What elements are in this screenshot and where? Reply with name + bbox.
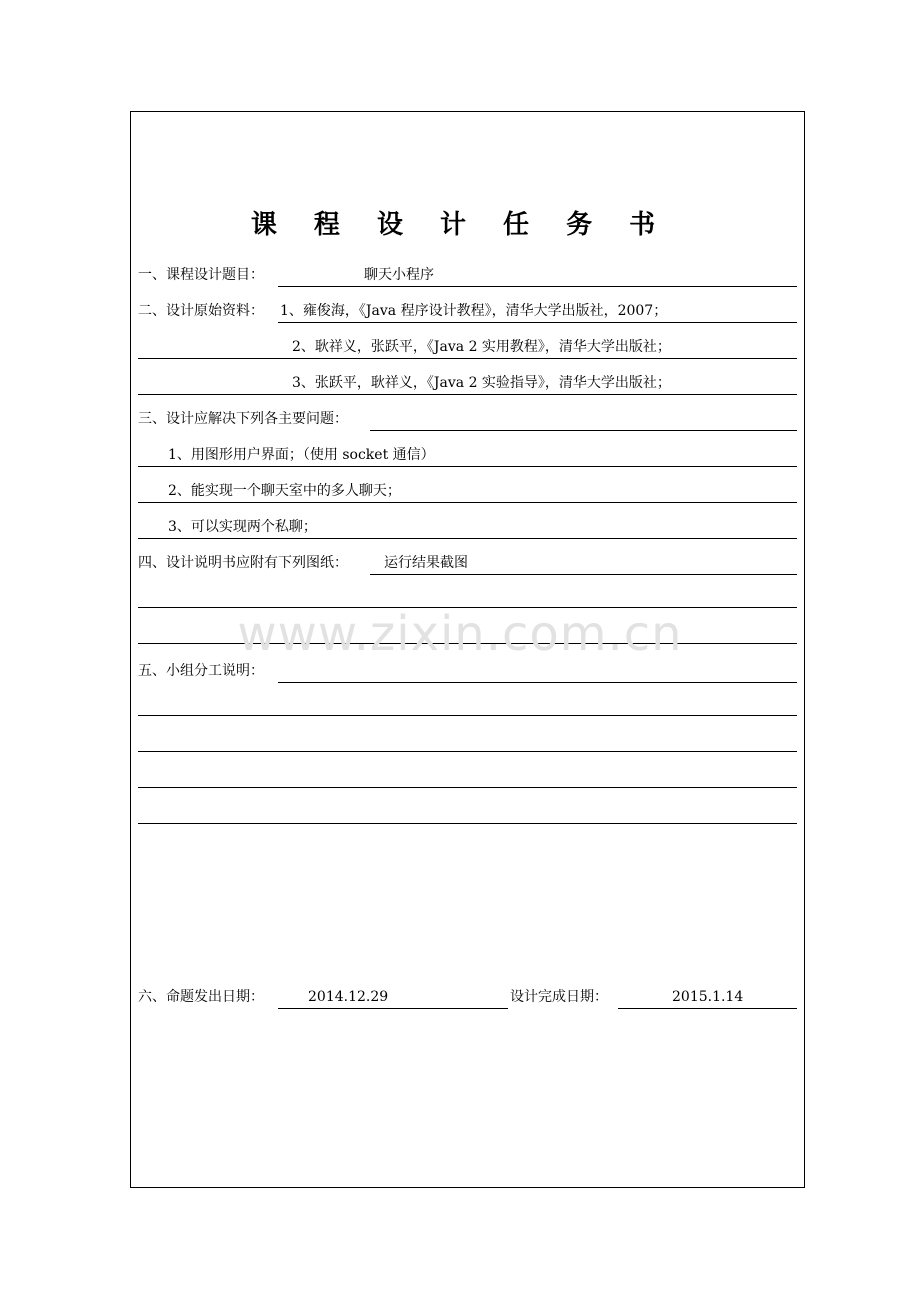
topic-value: 聊天小程序 (364, 267, 434, 283)
topic-label: 一、课程设计题目： (138, 267, 264, 283)
blank-line (138, 607, 797, 608)
complete-date-value: 2015.1.14 (672, 989, 744, 1005)
materials-item-1: 1、雍俊海，《Java 程序设计教程》，清华大学出版社，2007； (280, 303, 668, 319)
materials-field-3 (138, 372, 797, 395)
dates-row (138, 986, 797, 1008)
problems-field-2 (138, 480, 797, 503)
blank-line (138, 643, 797, 644)
materials-label: 二、设计原始资料： (138, 303, 264, 319)
blank-line (138, 751, 797, 752)
problems-label: 三、设计应解决下列各主要问题： (138, 411, 348, 427)
watermark-text: www.zixin.com.cn (237, 606, 683, 662)
drawings-field (370, 552, 797, 575)
drawings-value: 运行结果截图 (384, 555, 468, 571)
document-title: 课 程 设 计 任 务 书 (250, 210, 670, 240)
problems-row-2 (138, 480, 797, 502)
blank-line (138, 787, 797, 788)
issue-date-label: 六、命题发出日期： (138, 989, 264, 1005)
problems-row-1 (138, 444, 797, 466)
complete-date-field (618, 986, 797, 1009)
materials-item-3: 3、张跃平，耿祥义，《Java 2 实验指导》，清华大学出版社； (292, 375, 671, 391)
complete-date-label: 设计完成日期： (510, 989, 608, 1005)
materials-field-1 (278, 300, 797, 323)
blank-line (138, 823, 797, 824)
division-label: 五、小组分工说明： (138, 663, 264, 679)
topic-field (278, 264, 797, 287)
materials-item-2: 2、耿祥义，张跃平，《Java 2 实用教程》，清华大学出版社； (292, 339, 671, 355)
issue-date-field (278, 986, 508, 1009)
drawings-label: 四、设计说明书应附有下列图纸： (138, 555, 348, 571)
division-field (278, 660, 797, 683)
materials-row-1 (138, 300, 797, 322)
problems-field-3 (138, 516, 797, 539)
problems-field-1 (138, 444, 797, 467)
materials-row-3 (138, 372, 797, 394)
problems-row-3 (138, 516, 797, 538)
materials-field-2 (138, 336, 797, 359)
division-row (138, 660, 797, 682)
drawings-row (138, 552, 797, 574)
problems-item-2: 2、能实现一个聊天室中的多人聊天； (168, 483, 401, 499)
problems-field (370, 408, 797, 431)
problems-item-3: 3、可以实现两个私聊； (168, 519, 317, 535)
issue-date-value: 2014.12.29 (308, 989, 389, 1005)
blank-line (138, 715, 797, 716)
topic-row (138, 264, 797, 286)
problems-item-1: 1、用图形用户界面；（使用 socket 通信） (168, 447, 435, 463)
materials-row-2 (138, 336, 797, 358)
problems-row (138, 408, 797, 430)
